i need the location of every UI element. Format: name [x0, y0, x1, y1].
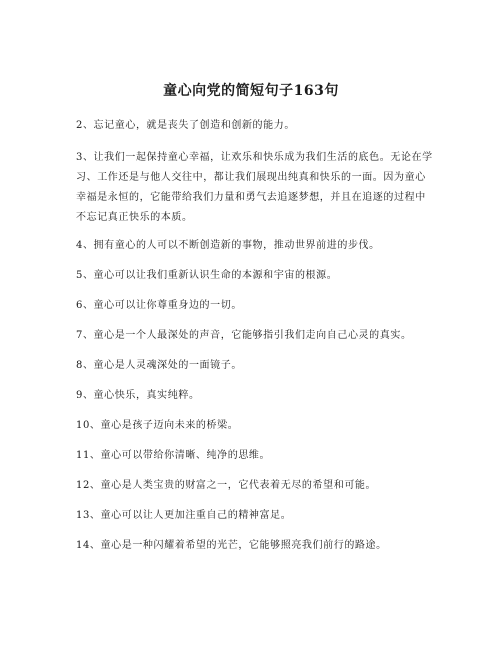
paragraph-2: 2、忘记童心，就是丧失了创造和创新的能力。: [76, 120, 295, 131]
paragraph-9: 9、童心快乐，真实纯粹。: [76, 390, 200, 401]
paragraph-8: 8、童心是人灵魂深处的一面镜子。: [76, 360, 242, 371]
paragraph-11: 11、童心可以带给你清晰、纯净的思维。: [76, 450, 271, 461]
page-title: 童心向党的简短句子163句: [163, 83, 339, 99]
paragraph-5: 5、童心可以让我们重新认识生命的本源和宇宙的根源。: [76, 270, 338, 281]
paragraph-14: 14、童心是一种闪耀着希望的光芒，它能够照亮我们前行的路途。: [76, 540, 387, 551]
paragraph-6: 6、童心可以让你尊重身边的一切。: [76, 300, 242, 311]
paragraph-12: 12、童心是人类宝贵的财富之一，它代表着无尽的希望和可能。: [76, 480, 377, 491]
paragraph-13: 13、童心可以让人更加注重自己的精神富足。: [76, 510, 292, 521]
paragraph-3: 3、让我们一起保持童心幸福，让欢乐和快乐成为我们生活的底色。无论在学习、工作还是与他人交往中，都让我们展现出纯真和快乐的一面。因为童心幸福是永恒的，它能带给我们力量和勇气去追逐梦想，并且在追逐的过程中不忘记真正快乐的本质。: [76, 152, 433, 223]
paragraph-7: 7、童心是一个人最深处的声音，它能够指引我们走向自己心灵的真实。: [76, 330, 412, 341]
paragraph-10: 10、童心是孩子迈向未来的桥梁。: [76, 420, 239, 431]
paragraph-4: 4、拥有童心的人可以不断创造新的事物，推动世界前进的步伐。: [76, 240, 380, 251]
document-body: [76, 118, 436, 568]
